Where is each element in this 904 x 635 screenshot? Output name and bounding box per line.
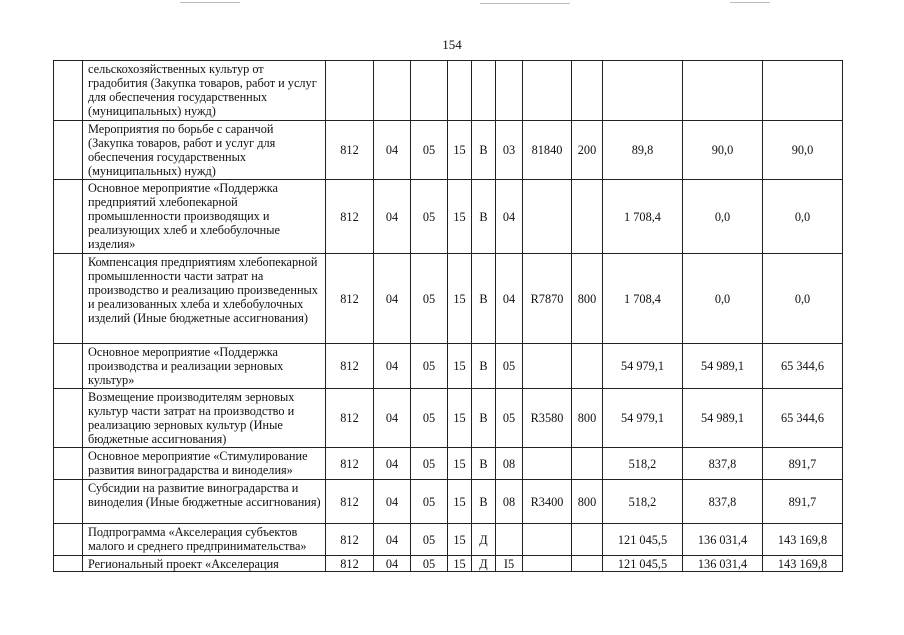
subprogram-code: В [472, 254, 496, 344]
subprogram-code: В [472, 344, 496, 389]
row-number-cell [54, 61, 83, 121]
expense-type-code [572, 344, 603, 389]
section-code: 04 [374, 254, 411, 344]
ministry-code: 812 [326, 448, 374, 480]
program-code: 15 [448, 480, 472, 524]
expense-name: Субсидии на развитие виноградарства и виноделия (Иные бюджетные ассигнования) [83, 480, 326, 524]
event-code: 03 [496, 121, 523, 180]
subsection-code: 05 [411, 524, 448, 556]
amount-year-3: 65 344,6 [763, 344, 843, 389]
ministry-code: 812 [326, 556, 374, 572]
program-code: 15 [448, 344, 472, 389]
ministry-code: 812 [326, 389, 374, 448]
subprogram-code: Д [472, 524, 496, 556]
expense-name: Компенсация предприятиям хлебопекарной промышленности части затрат на производство и реализацию произведенных и реализованных хлеба и хлебобулочных изделий (Иные бюджетные ассигнования) [83, 254, 326, 344]
program-code: 15 [448, 556, 472, 572]
direction-code [523, 448, 572, 480]
expense-type-code [572, 61, 603, 121]
expense-name: Основное мероприятие «Поддержка производства и реализации зерновых культур» [83, 344, 326, 389]
amount-year-3: 65 344,6 [763, 389, 843, 448]
subsection-code: 05 [411, 121, 448, 180]
subsection-code: 05 [411, 448, 448, 480]
expense-name: Возмещение производителям зерновых культур части затрат на производство и реализацию зерновых культур (Иные бюджетные ассигнования) [83, 389, 326, 448]
subprogram-code [472, 61, 496, 121]
amount-year-1: 54 979,1 [603, 389, 683, 448]
direction-code [523, 524, 572, 556]
amount-year-2: 0,0 [683, 254, 763, 344]
expense-name: Подпрограмма «Акселерация субъектов малого и среднего предпринимательства» [83, 524, 326, 556]
expense-type-code [572, 180, 603, 254]
amount-year-2: 837,8 [683, 480, 763, 524]
amount-year-3: 0,0 [763, 254, 843, 344]
amount-year-1: 1 708,4 [603, 180, 683, 254]
table-row [54, 121, 843, 180]
subprogram-code: В [472, 121, 496, 180]
ministry-code: 812 [326, 480, 374, 524]
ministry-code [326, 61, 374, 121]
amount-year-2 [683, 61, 763, 121]
amount-year-1: 1 708,4 [603, 254, 683, 344]
amount-year-3: 891,7 [763, 480, 843, 524]
ministry-code: 812 [326, 524, 374, 556]
expense-name: Основное мероприятие «Стимулирование развития виноградарства и виноделия» [83, 448, 326, 480]
section-code: 04 [374, 180, 411, 254]
expense-name: Основное мероприятие «Поддержка предприятий хлебопекарной промышленности производящих и реализующих хлеб и хлебобулочные изделия» [83, 180, 326, 254]
expense-name: Региональный проект «Акселерация [83, 556, 326, 572]
row-number-cell [54, 121, 83, 180]
row-number-cell [54, 556, 83, 572]
table-row [54, 556, 843, 572]
section-code: 04 [374, 524, 411, 556]
program-code: 15 [448, 121, 472, 180]
amount-year-3: 143 169,8 [763, 556, 843, 572]
subprogram-code: В [472, 448, 496, 480]
expense-type-code: 800 [572, 389, 603, 448]
direction-code [523, 344, 572, 389]
section-code: 04 [374, 556, 411, 572]
amount-year-1: 54 979,1 [603, 344, 683, 389]
ministry-code: 812 [326, 121, 374, 180]
section-code [374, 61, 411, 121]
scan-artifact [180, 2, 240, 3]
row-number-cell [54, 180, 83, 254]
subprogram-code: В [472, 389, 496, 448]
scan-artifact [480, 3, 570, 4]
program-code: 15 [448, 524, 472, 556]
section-code: 04 [374, 344, 411, 389]
row-number-cell [54, 524, 83, 556]
subsection-code: 05 [411, 556, 448, 572]
event-code [496, 61, 523, 121]
expense-type-code [572, 524, 603, 556]
amount-year-2: 54 989,1 [683, 389, 763, 448]
table-row [54, 61, 843, 121]
direction-code: R3400 [523, 480, 572, 524]
amount-year-2: 54 989,1 [683, 344, 763, 389]
expense-type-code: 200 [572, 121, 603, 180]
subsection-code: 05 [411, 180, 448, 254]
amount-year-1 [603, 61, 683, 121]
subsection-code: 05 [411, 389, 448, 448]
event-code: 04 [496, 180, 523, 254]
event-code: 04 [496, 254, 523, 344]
section-code: 04 [374, 448, 411, 480]
event-code: I5 [496, 556, 523, 572]
direction-code: R3580 [523, 389, 572, 448]
expense-name: сельскохозяйственных культур от градобития (Закупка товаров, работ и услуг для обеспечения государственных (муниципальных) нужд) [83, 61, 326, 121]
amount-year-1: 121 045,5 [603, 556, 683, 572]
section-code: 04 [374, 389, 411, 448]
event-code: 05 [496, 389, 523, 448]
program-code: 15 [448, 254, 472, 344]
ministry-code: 812 [326, 254, 374, 344]
expense-type-code [572, 448, 603, 480]
event-code: 08 [496, 480, 523, 524]
amount-year-3 [763, 61, 843, 121]
subsection-code: 05 [411, 344, 448, 389]
direction-code [523, 556, 572, 572]
amount-year-1: 518,2 [603, 480, 683, 524]
section-code: 04 [374, 121, 411, 180]
expense-type-code: 800 [572, 254, 603, 344]
amount-year-2: 136 031,4 [683, 524, 763, 556]
amount-year-1: 518,2 [603, 448, 683, 480]
amount-year-2: 136 031,4 [683, 556, 763, 572]
subsection-code [411, 61, 448, 121]
section-code: 04 [374, 480, 411, 524]
direction-code: R7870 [523, 254, 572, 344]
table-row [54, 389, 843, 448]
table-row [54, 524, 843, 556]
amount-year-3: 0,0 [763, 180, 843, 254]
scan-artifact [730, 2, 770, 3]
subsection-code: 05 [411, 254, 448, 344]
amount-year-2: 837,8 [683, 448, 763, 480]
event-code: 08 [496, 448, 523, 480]
amount-year-1: 121 045,5 [603, 524, 683, 556]
ministry-code: 812 [326, 180, 374, 254]
expense-type-code [572, 556, 603, 572]
subprogram-code: В [472, 180, 496, 254]
amount-year-3: 90,0 [763, 121, 843, 180]
program-code: 15 [448, 180, 472, 254]
event-code [496, 524, 523, 556]
expense-name: Мероприятия по борьбе с саранчой (Закупка товаров, работ и услуг для обеспечения государственных (муниципальных) нужд) [83, 121, 326, 180]
table-row [54, 480, 843, 524]
amount-year-3: 143 169,8 [763, 524, 843, 556]
table-row [54, 448, 843, 480]
direction-code [523, 180, 572, 254]
direction-code: 81840 [523, 121, 572, 180]
budget-table [53, 60, 843, 572]
subprogram-code: В [472, 480, 496, 524]
row-number-cell [54, 480, 83, 524]
table-row [54, 344, 843, 389]
amount-year-2: 0,0 [683, 180, 763, 254]
event-code: 05 [496, 344, 523, 389]
row-number-cell [54, 389, 83, 448]
ministry-code: 812 [326, 344, 374, 389]
table-row [54, 180, 843, 254]
amount-year-1: 89,8 [603, 121, 683, 180]
row-number-cell [54, 448, 83, 480]
row-number-cell [54, 344, 83, 389]
program-code [448, 61, 472, 121]
program-code: 15 [448, 448, 472, 480]
page-number: 154 [442, 37, 462, 52]
direction-code [523, 61, 572, 121]
subprogram-code: Д [472, 556, 496, 572]
subsection-code: 05 [411, 480, 448, 524]
table-row [54, 254, 843, 344]
amount-year-3: 891,7 [763, 448, 843, 480]
row-number-cell [54, 254, 83, 344]
program-code: 15 [448, 389, 472, 448]
expense-type-code: 800 [572, 480, 603, 524]
amount-year-2: 90,0 [683, 121, 763, 180]
